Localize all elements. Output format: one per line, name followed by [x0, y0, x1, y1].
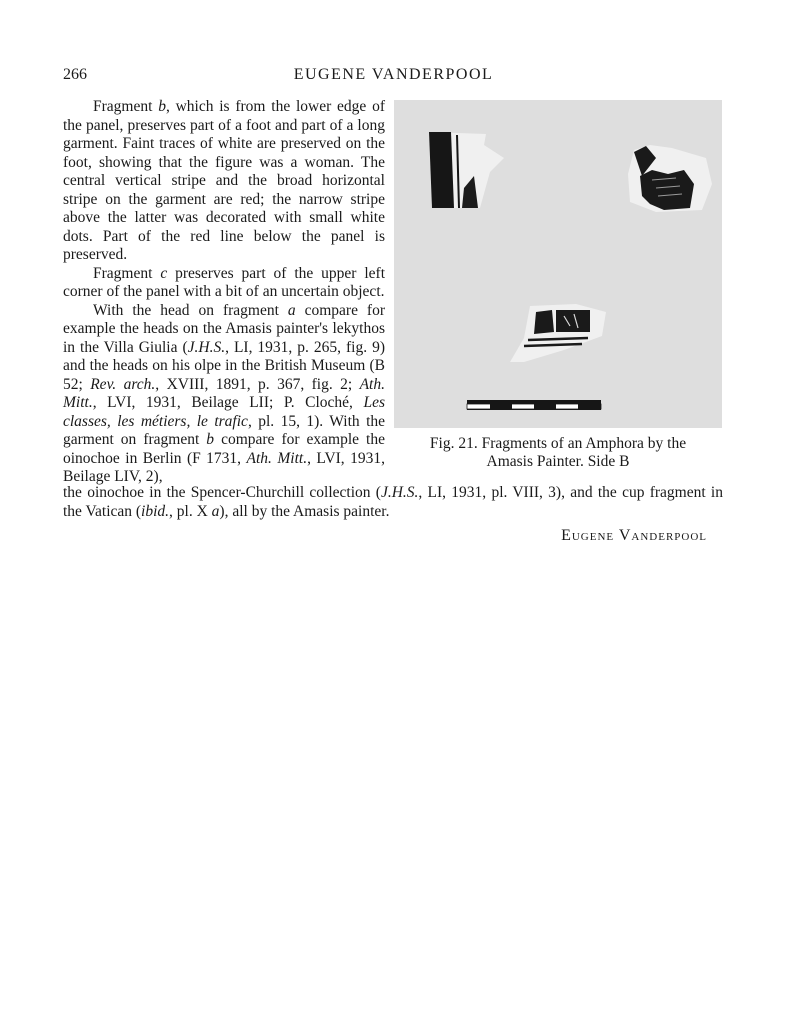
paragraph-fragment-b: Fragment b, which is from the lower edge of the panel, preserves part of a foot and part of a long garment. Faint traces of white are preserved on the foot, showing that the figure was a woman. The central vertical stripe and the broad horizontal stripe on the garment are red; the narrow stripe above the latter was decorated with small white dots. Part of the red line below the panel is preserved. — [63, 98, 385, 263]
paragraph-comparisons-continued: the oinochoe in the Spencer-Churchill collection (J.H.S., LI, 1931, pl. VIII, 3), and the cup fragment in the Vatican (ibid., pl. X a), all by the Amasis painter. — [63, 484, 723, 520]
left-column-text — [63, 98, 385, 487]
running-head: EUGENE VANDERPOOL — [293, 66, 494, 83]
caption-line-1: Fig. 21. Fragments of an Amphora by the — [429, 435, 687, 452]
fragments-photo — [394, 100, 722, 428]
full-width-text — [63, 484, 723, 521]
caption-line-2: Amasis Painter. Side B — [486, 452, 630, 470]
page-header — [63, 66, 724, 86]
paragraph-fragment-c: Fragment c preserves part of the upper left corner of the panel with a bit of an uncertain object. — [63, 264, 386, 300]
paragraph-comparisons: With the head on fragment a compare for example the heads on the Amasis painter's lekythos in the Villa Giulia (J.H.S., LI, 1931, p. 265, fig. 9) and the heads on his olpe in the British Museum (B 52; Rev. arch., XVIII, 1891, p. 367, fig. 2; Ath. Mitt., LVI, 1931, Beilage LII; P. Cloché, Les classes, les métiers, le trafic, pl. 15, 1). With the garment on fragment b compare for example the oinochoe in Berlin (F 1731, Ath. Mitt., LVI, 1931, Beilage LIV, 2), — [63, 301, 385, 485]
figure-caption — [394, 435, 722, 470]
figure-photo-fragments — [394, 100, 722, 428]
scale-bar — [467, 400, 601, 410]
page-number: 266 — [63, 66, 87, 83]
author-signature: Eugene Vanderpool — [561, 527, 707, 544]
